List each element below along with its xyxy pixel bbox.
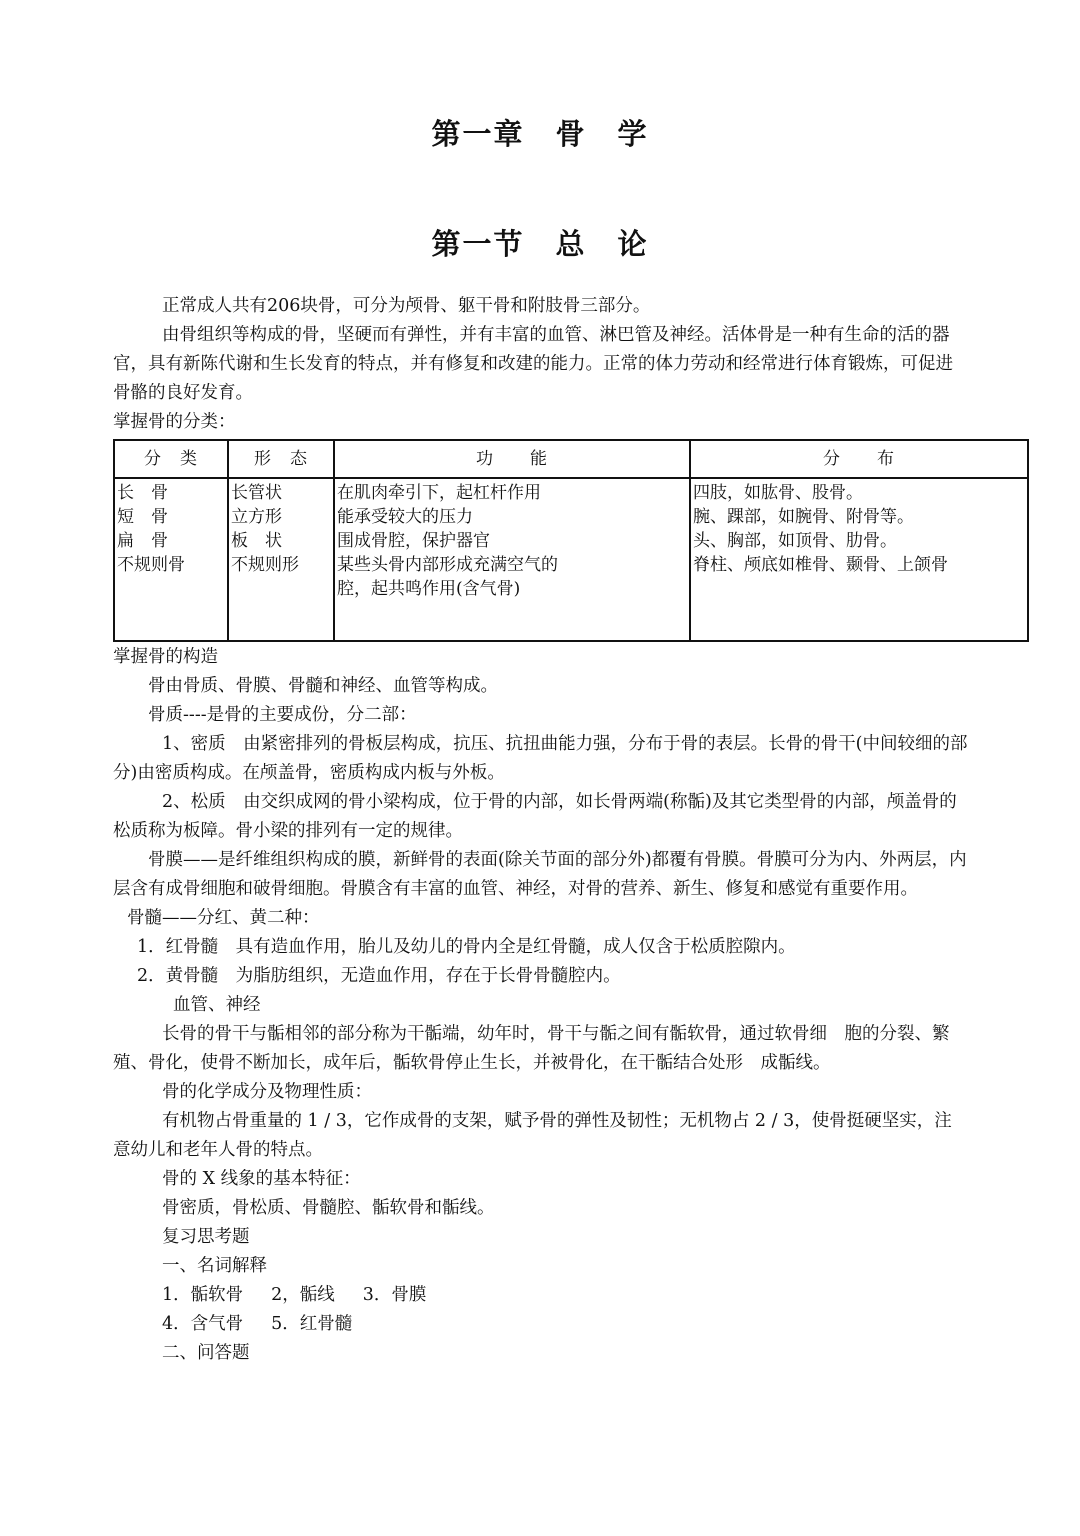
paragraph-marrow: 骨髓——分红、黄二种： xyxy=(127,908,320,928)
function-long: 在肌肉牵引下，起杠杆作用 xyxy=(337,483,541,503)
paragraph-structure-intro: 骨由骨质、骨膜、骨髓和神经、血管等构成。 xyxy=(148,676,498,696)
function-irregular-cont: 腔，起共鸣作用(含气骨) xyxy=(337,579,521,599)
paragraph-yellow-marrow: 2．黄骨髓 为脂肪组织，无造血作用，存在于长骨骨髓腔内。 xyxy=(137,966,621,986)
header-function: 功 能 xyxy=(334,440,690,478)
chemistry-heading: 骨的化学成分及物理性质： xyxy=(162,1082,372,1102)
classification-heading: 掌握骨的分类： xyxy=(113,412,236,432)
cell-shape xyxy=(228,478,334,641)
function-irregular: 某些头骨内部形成充满空气的 xyxy=(337,555,558,575)
terms-line-2 xyxy=(113,1310,968,1339)
paragraph-bone-matter: 骨质----是骨的主要成份，分二部： xyxy=(148,705,417,725)
terms-heading: 一、名词解释 xyxy=(162,1256,267,1276)
term-1: 1．骺软骨 xyxy=(162,1285,244,1305)
chapter-title: 第一章 骨 学 xyxy=(431,117,649,151)
review-heading: 复习思考题 xyxy=(162,1227,250,1247)
terms-line-1 xyxy=(113,1281,968,1310)
class-flat: 扁 骨 xyxy=(117,531,168,551)
shape-long: 长管状 xyxy=(231,483,282,503)
function-short: 能承受较大的压力 xyxy=(337,507,473,527)
distribution-long: 四肢，如肱骨、股骨。 xyxy=(693,483,863,503)
cell-distribution xyxy=(690,478,1028,641)
distribution-flat: 头、胸部，如顶骨、肋骨。 xyxy=(693,531,897,551)
paragraph-vessels-nerves: 血管、神经 xyxy=(173,995,261,1015)
document-body xyxy=(113,292,968,1368)
class-long: 长 骨 xyxy=(117,483,168,503)
qa-heading: 二、问答题 xyxy=(162,1343,250,1363)
structure-heading: 掌握骨的构造 xyxy=(113,647,218,667)
header-shape: 形 态 xyxy=(228,440,334,478)
xray-heading: 骨的 X 线象的基本特征： xyxy=(162,1169,361,1189)
distribution-irregular: 脊柱、颅底如椎骨、颞骨、上颌骨 xyxy=(693,555,948,575)
paragraph-red-marrow: 1．红骨髓 具有造血作用，胎儿及幼儿的骨内全是红骨髓，成人仅含于松质腔隙内。 xyxy=(137,937,796,957)
paragraph-spongy-bone: 2、松质 由交织成网的骨小梁构成，位于骨的内部，如长骨两端(称骺)及其它类型骨的内部，颅盖骨的松质称为板障。骨小梁的排列有一定的规律。 xyxy=(113,792,957,841)
class-short: 短 骨 xyxy=(117,507,168,527)
paragraph-growth: 长骨的骨干与骺相邻的部分称为干骺端，幼年时，骨干与骺之间有骺软骨，通过软骨细 胞的分裂、繁殖、骨化，使骨不断加长，成年后，骺软骨停止生长，并被骨化，在干骺结合处形 成骺线。 xyxy=(113,1024,950,1073)
paragraph-bone-count: 正常成人共有206块骨，可分为颅骨、躯干骨和附肢骨三部分。 xyxy=(162,296,651,316)
term-4: 4．含气骨 xyxy=(162,1314,244,1334)
paragraph-compact-bone: 1、密质 由紧密排列的骨板层构成，抗压、抗扭曲能力强，分布于骨的表层。长骨的骨干(中间较细的部分)由密质构成。在颅盖骨，密质构成内板与外板。 xyxy=(113,734,968,783)
term-5: 5．红骨髓 xyxy=(271,1314,353,1334)
paragraph-periosteum: 骨膜——是纤维组织构成的膜，新鲜骨的表面(除关节面的部分外)都覆有骨膜。骨膜可分为内、外两层，内层含有成骨细胞和破骨细胞。骨膜含有丰富的血管、神经，对骨的营养、新生、修复和感觉有重要作用。 xyxy=(113,850,967,899)
shape-short: 立方形 xyxy=(231,507,282,527)
table-header-row xyxy=(114,440,1028,478)
bone-classification-table xyxy=(113,439,1029,642)
header-class: 分 类 xyxy=(114,440,228,478)
table-row xyxy=(114,478,1028,641)
distribution-short: 腕、踝部，如腕骨、附骨等。 xyxy=(693,507,914,527)
cell-class xyxy=(114,478,228,641)
cell-function xyxy=(334,478,690,641)
paragraph-chemistry: 有机物占骨重量的 1 / 3，它作成骨的支架，赋予骨的弹性及韧性；无机物占 2 / 3，使骨挺硬坚实，注意幼儿和老年人骨的特点。 xyxy=(113,1111,952,1160)
paragraph-xray: 骨密质，骨松质、骨髓腔、骺软骨和骺线。 xyxy=(162,1198,495,1218)
section-title: 第一节 总 论 xyxy=(431,227,649,261)
shape-irregular: 不规则形 xyxy=(231,555,299,575)
term-2: 2，骺线 xyxy=(271,1285,335,1305)
header-distribution: 分 布 xyxy=(690,440,1028,478)
class-irregular: 不规则骨 xyxy=(117,555,185,575)
shape-flat: 板 状 xyxy=(231,531,282,551)
function-flat: 围成骨腔，保护器官 xyxy=(337,531,490,551)
paragraph-bone-description: 由骨组织等构成的骨，坚硬而有弹性，并有丰富的血管、淋巴管及神经。活体骨是一种有生命的活的器官，具有新陈代谢和生长发育的特点，并有修复和改建的能力。正常的体力劳动和经常进行体育锻炼，可促进骨骼的良好发育。 xyxy=(113,325,953,403)
term-3: 3．骨膜 xyxy=(362,1285,427,1305)
